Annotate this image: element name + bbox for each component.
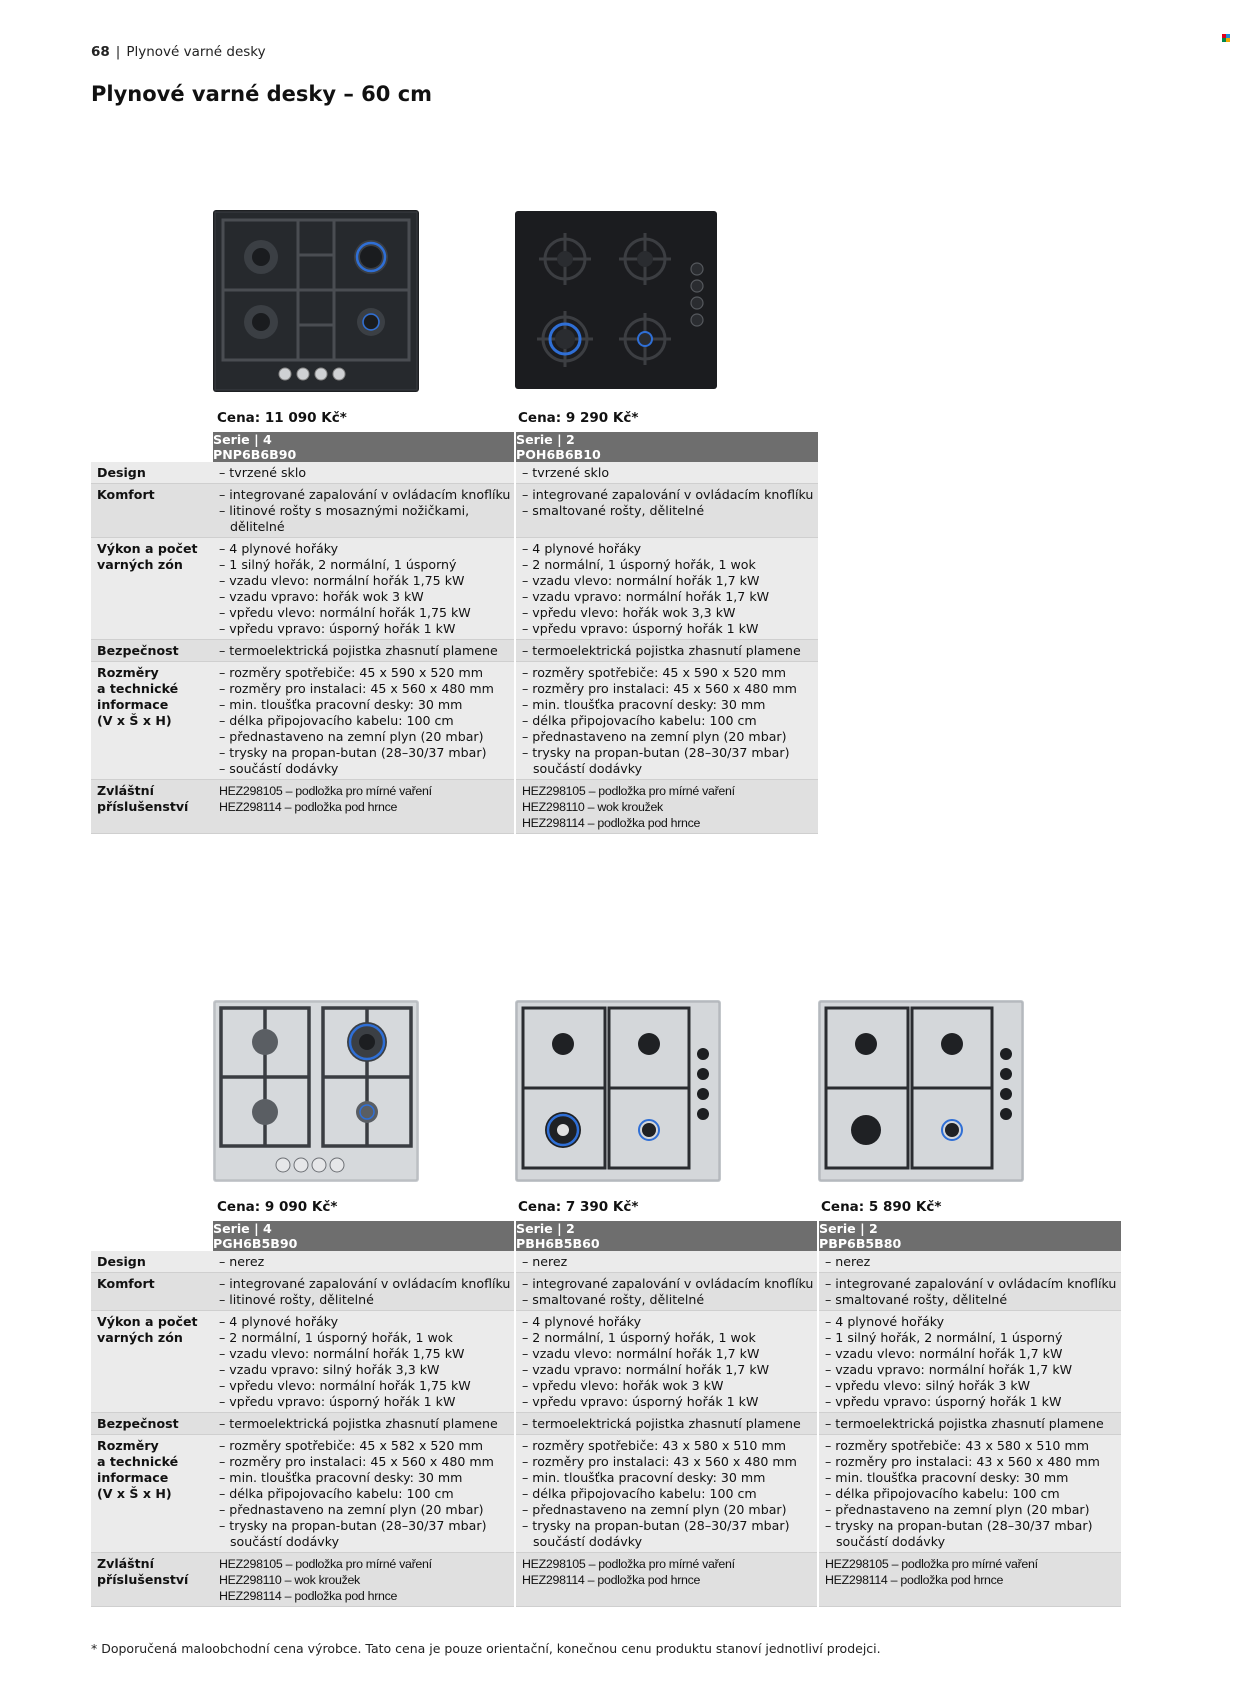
footnote: * Doporučená maloobchodní cena výrobce. Tato cena je pouze orientační, konečnou cenu produktu stanoví jednotliví prodejci. <box>91 1641 881 1656</box>
spec-line: – rozměry spotřebiče: 45 x 590 x 520 mm <box>219 665 483 680</box>
page-number: 68 <box>91 44 110 60</box>
spec-line: součástí dodávky <box>836 1534 946 1549</box>
row-design <box>91 1251 1121 1273</box>
spec-line: – vpředu vpravo: úsporný hořák 1 kW <box>522 1394 759 1409</box>
row-label-komfort: Komfort <box>91 484 213 538</box>
cell-design <box>818 1251 1121 1273</box>
spec-line: – délka připojovacího kabelu: 100 cm <box>219 1486 454 1501</box>
spec-line: – vzadu vlevo: normální hořák 1,75 kW <box>219 1346 465 1361</box>
row-bezpecnost <box>91 1413 1121 1435</box>
spec-line: – vzadu vlevo: normální hořák 1,7 kW <box>522 1346 760 1361</box>
label-line: Výkon a počet <box>97 1314 198 1329</box>
model-label: PGH6B5B90 <box>213 1236 298 1251</box>
spec-line: – délka připojovacího kabelu: 100 cm <box>219 713 454 728</box>
spec-line: – trysky na propan-butan (28–30/37 mbar) <box>219 1518 487 1533</box>
page-title: Plynové varné desky – 60 cm <box>91 82 433 106</box>
accessory-line: HEZ298105 – podložka pro mírné vaření <box>219 1557 432 1571</box>
series-label: Serie | 4 <box>213 432 272 447</box>
page-header <box>91 44 266 60</box>
label-line: Rozměry <box>97 1438 159 1453</box>
row-komfort <box>91 484 818 538</box>
price-pnp6b6b90: Cena: 11 090 Kč* <box>217 410 347 426</box>
accessory-line: HEZ298114 – podložka pod hrnce <box>825 1573 1004 1587</box>
price-pgh6b5b90: Cena: 9 090 Kč* <box>217 1199 338 1215</box>
spec-line: – přednastaveno na zemní plyn (20 mbar) <box>825 1502 1090 1517</box>
cell-rozmery <box>213 662 515 780</box>
cell-komfort <box>515 484 818 538</box>
spec-line: – vpředu vlevo: hořák wok 3,3 kW <box>522 605 736 620</box>
cell-komfort <box>818 1273 1121 1311</box>
spec-line: – 4 plynové hořáky <box>522 541 642 556</box>
row-label-prislusenstvi <box>91 780 213 834</box>
spec-line: – min. tloušťka pracovní desky: 30 mm <box>219 697 463 712</box>
spec-line: – smaltované rošty, dělitelné <box>522 1292 705 1307</box>
product-image-pgh6b5b90 <box>213 1000 419 1182</box>
series-header-pgh6b5b90 <box>213 1221 515 1251</box>
brand-mark-icon <box>1222 34 1230 42</box>
spec-line: – vzadu vpravo: normální hořák 1,7 kW <box>522 1362 770 1377</box>
spec-line: součástí dodávky <box>533 1534 643 1549</box>
price-pbh6b5b60: Cena: 7 390 Kč* <box>518 1199 639 1215</box>
spec-line: – trysky na propan-butan (28–30/37 mbar) <box>825 1518 1093 1533</box>
product-image-poh6b6b10 <box>515 211 717 389</box>
spec-line: – integrované zapalování v ovládacím knoflíku <box>522 487 814 502</box>
spec-line: – vpředu vpravo: úsporný hořák 1 kW <box>219 621 456 636</box>
spec-line: – rozměry spotřebiče: 45 x 590 x 520 mm <box>522 665 786 680</box>
label-line: varných zón <box>97 1330 183 1345</box>
cell-design <box>213 1251 515 1273</box>
spec-line: – smaltované rošty, dělitelné <box>522 503 705 518</box>
accessory-line: HEZ298114 – podložka pod hrnce <box>219 1589 398 1603</box>
row-label-design: Design <box>91 1251 213 1273</box>
cell-vykon <box>818 1311 1121 1413</box>
spec-line: – vzadu vpravo: silný hořák 3,3 kW <box>219 1362 440 1377</box>
spec-line: – přednastaveno na zemní plyn (20 mbar) <box>522 729 787 744</box>
spec-line: – termoelektrická pojistka zhasnutí plamene <box>825 1416 1104 1431</box>
series-header-pbh6b5b60 <box>515 1221 818 1251</box>
spec-line: – nerez <box>825 1254 871 1269</box>
row-label-vykon <box>91 1311 213 1413</box>
spec-line: – vpředu vlevo: silný hořák 3 kW <box>825 1378 1031 1393</box>
spec-line: součástí dodávky <box>533 761 643 776</box>
spec-line: – přednastaveno na zemní plyn (20 mbar) <box>219 729 484 744</box>
spec-line: – 4 plynové hořáky <box>522 1314 642 1329</box>
row-design <box>91 462 818 484</box>
spec-line: – smaltované rošty, dělitelné <box>825 1292 1008 1307</box>
price-pbp6b5b80: Cena: 5 890 Kč* <box>821 1199 942 1215</box>
spec-line: – litinové rošty, dělitelné <box>219 1292 374 1307</box>
series-header-poh6b6b10 <box>515 432 818 462</box>
row-komfort <box>91 1273 1121 1311</box>
spec-line: – min. tloušťka pracovní desky: 30 mm <box>522 1470 766 1485</box>
accessory-line: HEZ298105 – podložka pro mírné vaření <box>219 784 432 798</box>
cell-design <box>515 1251 818 1273</box>
spec-line: – délka připojovacího kabelu: 100 cm <box>522 713 757 728</box>
cell-prislusenstvi <box>515 1553 818 1607</box>
series-label: Serie | 4 <box>213 1221 272 1236</box>
spec-line: – součástí dodávky <box>219 761 339 776</box>
row-label-prislusenstvi <box>91 1553 213 1607</box>
row-prislusenstvi <box>91 1553 1121 1607</box>
accessory-line: HEZ298105 – podložka pro mírné vaření <box>522 784 735 798</box>
label-line: Rozměry <box>97 665 159 680</box>
spec-table-top <box>91 432 818 834</box>
spec-line: – termoelektrická pojistka zhasnutí plamene <box>522 643 801 658</box>
spec-line: – vzadu vpravo: hořák wok 3 kW <box>219 589 424 604</box>
spec-line: – nerez <box>219 1254 265 1269</box>
spec-line: – přednastaveno na zemní plyn (20 mbar) <box>219 1502 484 1517</box>
row-label-bezpecnost: Bezpečnost <box>91 640 213 662</box>
cell-rozmery <box>213 1435 515 1553</box>
label-line: Zvláštní <box>97 783 154 798</box>
cell-komfort <box>213 1273 515 1311</box>
spec-line: – 2 normální, 1 úsporný hořák, 1 wok <box>522 557 756 572</box>
spec-line: – min. tloušťka pracovní desky: 30 mm <box>219 1470 463 1485</box>
row-rozmery <box>91 662 818 780</box>
accessory-line: HEZ298114 – podložka pod hrnce <box>522 816 701 830</box>
spec-line: – vpředu vpravo: úsporný hořák 1 kW <box>219 1394 456 1409</box>
row-label-vykon <box>91 538 213 640</box>
row-vykon <box>91 538 818 640</box>
model-label: PNP6B6B90 <box>213 447 297 462</box>
header-blank <box>91 1221 213 1251</box>
spec-line: – vpředu vlevo: hořák wok 3 kW <box>522 1378 724 1393</box>
spec-line: dělitelné <box>230 519 285 534</box>
label-line: Zvláštní <box>97 1556 154 1571</box>
spec-line: – 2 normální, 1 úsporný hořák, 1 wok <box>522 1330 756 1345</box>
spec-line: – termoelektrická pojistka zhasnutí plamene <box>219 1416 498 1431</box>
cell-rozmery <box>515 662 818 780</box>
cell-rozmery <box>818 1435 1121 1553</box>
spec-line: – 4 plynové hořáky <box>219 1314 339 1329</box>
model-label: POH6B6B10 <box>516 447 601 462</box>
label-line: informace <box>97 697 169 712</box>
spec-line: – vzadu vlevo: normální hořák 1,75 kW <box>219 573 465 588</box>
spec-line: – vpředu vlevo: normální hořák 1,75 kW <box>219 605 471 620</box>
accessory-line: HEZ298114 – podložka pod hrnce <box>522 1573 701 1587</box>
accessory-line: HEZ298114 – podložka pod hrnce <box>219 800 398 814</box>
cell-prislusenstvi <box>818 1553 1121 1607</box>
row-vykon <box>91 1311 1121 1413</box>
series-header-pnp6b6b90 <box>213 432 515 462</box>
cell-komfort <box>515 1273 818 1311</box>
accessory-line: HEZ298105 – podložka pro mírné vaření <box>825 1557 1038 1571</box>
cell-rozmery <box>515 1435 818 1553</box>
header-blank <box>91 432 213 462</box>
spec-line: – min. tloušťka pracovní desky: 30 mm <box>522 697 766 712</box>
label-line: Výkon a počet <box>97 541 198 556</box>
spec-line: – tvrzené sklo <box>219 465 307 480</box>
product-image-pbp6b5b80 <box>818 1000 1024 1182</box>
label-line: (V x Š x H) <box>97 1486 172 1501</box>
spec-line: – délka připojovacího kabelu: 100 cm <box>825 1486 1060 1501</box>
series-label: Serie | 2 <box>516 432 575 447</box>
cell-bezpecnost <box>213 640 515 662</box>
cell-vykon <box>213 1311 515 1413</box>
spec-line: – 1 silný hořák, 2 normální, 1 úsporný <box>219 557 457 572</box>
spec-line: – vzadu vpravo: normální hořák 1,7 kW <box>522 589 770 604</box>
spec-line: – délka připojovacího kabelu: 100 cm <box>522 1486 757 1501</box>
label-line: příslušenství <box>97 799 189 814</box>
section-name: Plynové varné desky <box>126 44 266 60</box>
spec-line: – integrované zapalování v ovládacím knoflíku <box>825 1276 1117 1291</box>
cell-bezpecnost <box>818 1413 1121 1435</box>
spec-line: – vzadu vlevo: normální hořák 1,7 kW <box>825 1346 1063 1361</box>
cell-bezpecnost <box>213 1413 515 1435</box>
spec-line: – 1 silný hořák, 2 normální, 1 úsporný <box>825 1330 1063 1345</box>
series-label: Serie | 2 <box>516 1221 575 1236</box>
spec-line: – 4 plynové hořáky <box>219 541 339 556</box>
label-line: informace <box>97 1470 169 1485</box>
spec-line: – min. tloušťka pracovní desky: 30 mm <box>825 1470 1069 1485</box>
series-header-pbp6b5b80 <box>818 1221 1121 1251</box>
label-line: a technické <box>97 1454 179 1469</box>
accessory-line: HEZ298110 – wok kroužek <box>522 800 663 814</box>
cell-vykon <box>213 538 515 640</box>
spec-line: – 2 normální, 1 úsporný hořák, 1 wok <box>219 1330 453 1345</box>
cell-design <box>515 462 818 484</box>
spec-line: – rozměry spotřebiče: 43 x 580 x 510 mm <box>825 1438 1089 1453</box>
spec-line: – trysky na propan-butan (28–30/37 mbar) <box>522 745 790 760</box>
label-line: (V x Š x H) <box>97 713 172 728</box>
spec-line: – litinové rošty s mosaznými nožičkami, <box>219 503 470 518</box>
spec-line: součástí dodávky <box>230 1534 340 1549</box>
spec-line: – vzadu vlevo: normální hořák 1,7 kW <box>522 573 760 588</box>
product-image-pnp6b6b90 <box>213 210 419 392</box>
spec-line: – 4 plynové hořáky <box>825 1314 945 1329</box>
spec-line: – integrované zapalování v ovládacím knoflíku <box>219 487 511 502</box>
row-label-rozmery <box>91 662 213 780</box>
cell-prislusenstvi <box>213 1553 515 1607</box>
cell-komfort <box>213 484 515 538</box>
spec-line: – tvrzené sklo <box>522 465 610 480</box>
spec-line: – integrované zapalování v ovládacím knoflíku <box>219 1276 511 1291</box>
spec-line: – trysky na propan-butan (28–30/37 mbar) <box>522 1518 790 1533</box>
spec-line: – rozměry pro instalaci: 45 x 560 x 480 mm <box>219 681 494 696</box>
spec-line: – rozměry pro instalaci: 43 x 560 x 480 mm <box>825 1454 1100 1469</box>
row-bezpecnost <box>91 640 818 662</box>
label-line: a technické <box>97 681 179 696</box>
model-label: PBH6B5B60 <box>516 1236 600 1251</box>
spec-line: – rozměry pro instalaci: 45 x 560 x 480 mm <box>219 1454 494 1469</box>
spec-line: – termoelektrická pojistka zhasnutí plamene <box>219 643 498 658</box>
cell-vykon <box>515 538 818 640</box>
series-label: Serie | 2 <box>819 1221 878 1236</box>
accessory-line: HEZ298105 – podložka pro mírné vaření <box>522 1557 735 1571</box>
spec-line: – vzadu vpravo: normální hořák 1,7 kW <box>825 1362 1073 1377</box>
spec-line: – vpředu vlevo: normální hořák 1,75 kW <box>219 1378 471 1393</box>
spec-line: – rozměry spotřebiče: 45 x 582 x 520 mm <box>219 1438 483 1453</box>
spec-line: – termoelektrická pojistka zhasnutí plamene <box>522 1416 801 1431</box>
accessory-line: HEZ298110 – wok kroužek <box>219 1573 360 1587</box>
spec-line: – rozměry spotřebiče: 43 x 580 x 510 mm <box>522 1438 786 1453</box>
spec-line: – vpředu vpravo: úsporný hořák 1 kW <box>825 1394 1062 1409</box>
row-label-rozmery <box>91 1435 213 1553</box>
spec-line: – trysky na propan-butan (28–30/37 mbar) <box>219 745 487 760</box>
spec-line: – integrované zapalování v ovládacím knoflíku <box>522 1276 814 1291</box>
cell-prislusenstvi <box>515 780 818 834</box>
row-prislusenstvi <box>91 780 818 834</box>
spec-line: – přednastaveno na zemní plyn (20 mbar) <box>522 1502 787 1517</box>
row-rozmery <box>91 1435 1121 1553</box>
spec-line: – rozměry pro instalaci: 45 x 560 x 480 mm <box>522 681 797 696</box>
row-label-komfort: Komfort <box>91 1273 213 1311</box>
cell-bezpecnost <box>515 640 818 662</box>
cell-vykon <box>515 1311 818 1413</box>
product-image-pbh6b5b60 <box>515 1000 721 1182</box>
row-label-bezpecnost: Bezpečnost <box>91 1413 213 1435</box>
label-line: příslušenství <box>97 1572 189 1587</box>
header-separator: | <box>115 44 121 60</box>
spec-line: – rozměry pro instalaci: 43 x 560 x 480 mm <box>522 1454 797 1469</box>
spec-line: – vpředu vpravo: úsporný hořák 1 kW <box>522 621 759 636</box>
cell-design <box>213 462 515 484</box>
spec-table-bottom <box>91 1221 1121 1607</box>
model-label: PBP6B5B80 <box>819 1236 902 1251</box>
price-poh6b6b10: Cena: 9 290 Kč* <box>518 410 639 426</box>
row-label-design: Design <box>91 462 213 484</box>
cell-bezpecnost <box>515 1413 818 1435</box>
label-line: varných zón <box>97 557 183 572</box>
cell-prislusenstvi <box>213 780 515 834</box>
spec-line: – nerez <box>522 1254 568 1269</box>
